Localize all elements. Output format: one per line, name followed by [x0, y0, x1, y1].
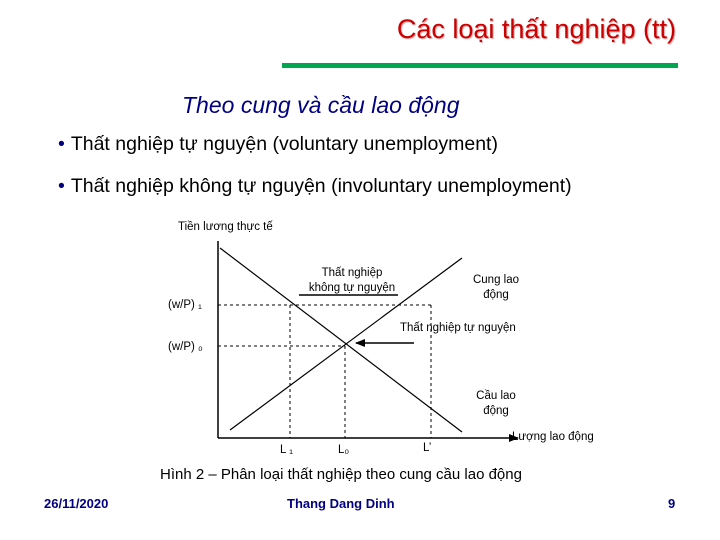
footer-date: 26/11/2020 [44, 496, 109, 511]
involuntary-unemployment-label [292, 266, 412, 296]
slide-subtitle: Theo cung và cầu lao động [182, 92, 460, 118]
demand-label-line-2: động [483, 405, 509, 417]
y-axis-label: Tiền lương thực tế [178, 221, 273, 233]
bullet-text: Thất nghiệp không tự nguyện (involuntary unemployment) [70, 175, 572, 197]
x-axis-label: Lượng lao động [512, 431, 594, 443]
slide-title: Các loại thất nghiệp (tt) [396, 14, 676, 44]
bullet-dot: • [58, 133, 65, 155]
slide-number: 9 [668, 496, 676, 511]
figure-caption: Hình 2 – Phân loại thất nghiệp theo cung cầu lao động [160, 466, 522, 483]
involuntary-label-line-1: Thất nghiệp [321, 267, 383, 279]
supply-curve-label [460, 273, 532, 303]
demand-curve-label [460, 389, 532, 419]
bullet-text: Thất nghiệp tự nguyện (voluntary unemployment) [70, 133, 498, 155]
voluntary-unemployment-label: Thất nghiệp tự nguyện [400, 322, 516, 334]
wage-1-label: (w/P) ₁ [168, 299, 202, 311]
bullet-dot: • [58, 175, 65, 197]
L1-label: L ₁ [280, 444, 294, 456]
involuntary-label-line-2: không tự nguyện [308, 282, 396, 294]
wage-0-label: (w/P) ₀ [168, 341, 203, 353]
L0-label: L₀ [338, 444, 350, 456]
supply-label-line-2: động [483, 289, 509, 301]
footer-author: Thang Dang Dinh [287, 496, 395, 511]
demand-label-line-1: Cầu lao [476, 390, 516, 402]
supply-label-line-1: Cung lao [472, 274, 520, 286]
Lprime-label: L’ [423, 442, 432, 454]
